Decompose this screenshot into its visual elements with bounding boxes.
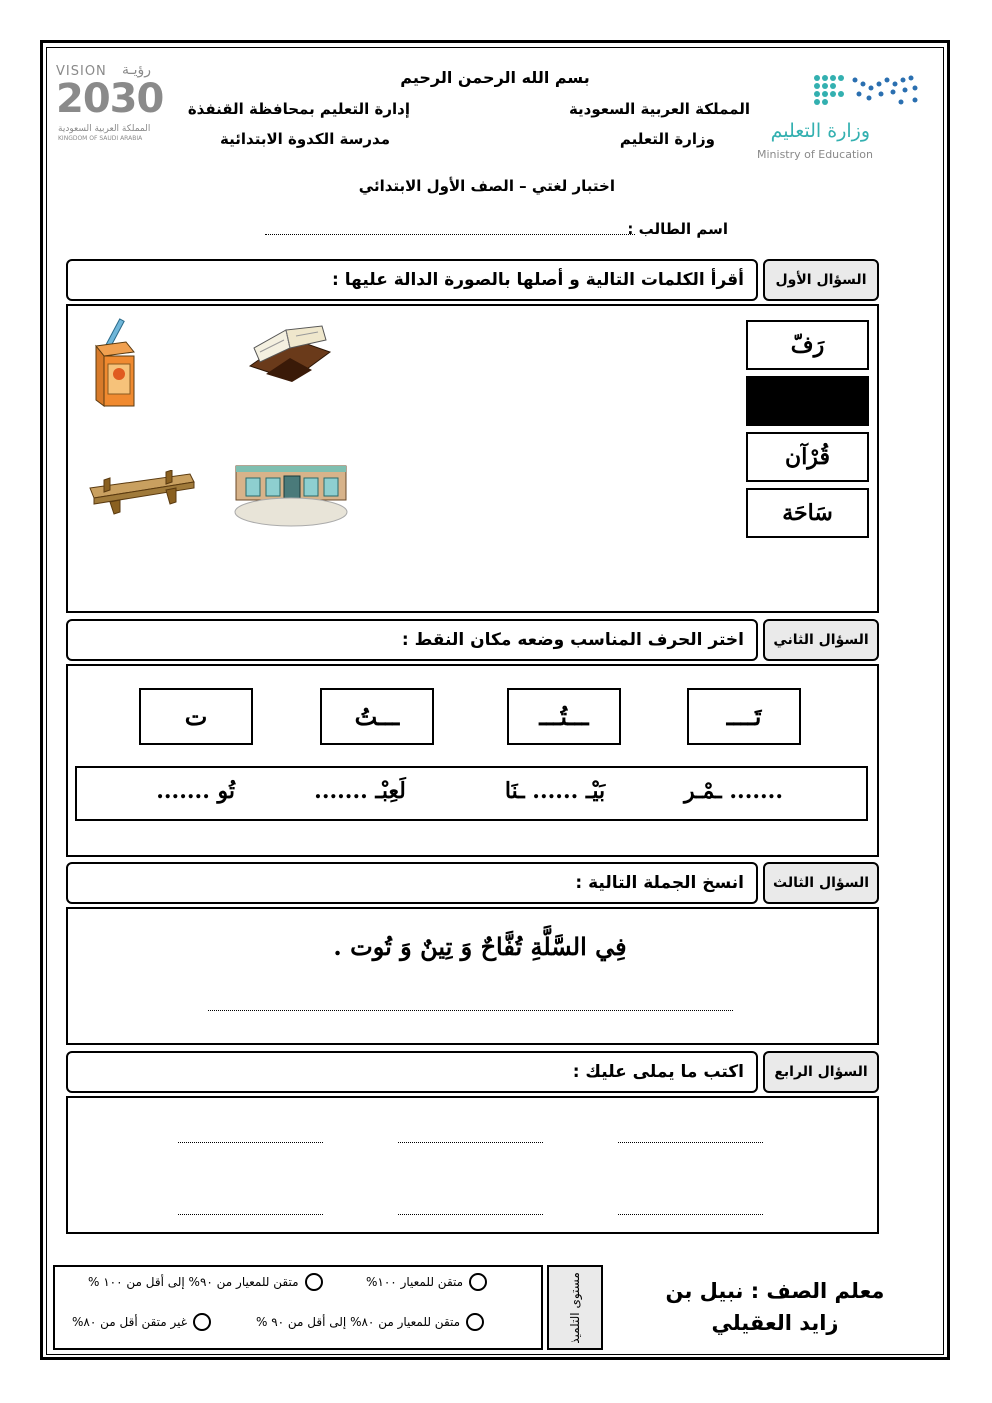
q4-instruction: اكتب ما يملى عليك : [66,1051,758,1093]
kingdom-name: المملكة العربية السعودية [568,100,750,118]
level-option-1-label: متقن للمعيار ١٠٠% [366,1275,464,1289]
q2-word-3: لَعِبْـ ....... [314,778,406,804]
vision-sub-en: KINGDOM OF SAUDI ARABIA [58,135,143,142]
vision-ar-text: رؤيـة [122,62,152,78]
quran-on-stand-image [246,318,332,384]
level-option-4-label: غير متقن أقل من ٨٠% [72,1315,188,1329]
q1-tab: السؤال الأول [763,259,879,301]
q1-word-raff: رَفّ [746,320,869,370]
q3-content-box [66,907,879,1045]
q4-dictation-line[interactable] [178,1214,323,1215]
level-option-2-label: متقن للمعيار من ٩٠% إلى أقل من ١٠٠ % [88,1275,299,1289]
q4-dictation-line[interactable] [178,1142,323,1143]
q2-tab: السؤال الثاني [763,619,879,661]
q4-dictation-line[interactable] [618,1142,763,1143]
q1-word-blacked [746,376,869,426]
ministry-name: وزارة التعليم [619,130,715,148]
school-yard-image [232,462,350,528]
level-label-box [547,1265,603,1350]
q1-word-saha: سَاحَة [746,488,869,538]
level-option-2[interactable] [88,1273,323,1291]
q4-dictation-line[interactable] [398,1142,543,1143]
moe-logo-ar: وزارة التعليم [770,120,870,142]
q4-dictation-line[interactable] [618,1214,763,1215]
juice-box-image [88,316,148,411]
vision-2030-logo [56,64,168,144]
q2-letter-option-2[interactable]: ـــتُـــ [507,688,621,745]
q2-word-2: بَيْـ ...... ـنَا [504,778,606,804]
teacher-name: معلم الصف : نبيل بن زايد العقيلي [665,1279,885,1335]
radio-circle-icon[interactable] [305,1273,323,1291]
school-name: مدرسة الكدوة الابتدائية [220,130,390,148]
q2-letter-option-1[interactable]: تَــــ [687,688,801,745]
q2-word-1: ....... ـمْـر [683,778,783,804]
vision-en-text: VISION [56,64,107,79]
q3-instruction: انسخ الجملة التالية : [66,862,758,904]
level-option-3-label: متقن للمعيار من ٨٠% إلى أقل من ٩٠ % [256,1315,461,1329]
moe-logo-en: Ministry of Education [757,148,874,161]
student-name-label: اسم الطالب : [627,220,728,238]
exam-title: اختبار لغتي – الصف الأول الابتدائي [358,177,615,195]
level-label: مستوى التلميذ [568,1271,583,1344]
wooden-shelf-image [86,470,196,516]
q2-instruction: اختر الحرف المناسب وضعه مكان النقط : [66,619,758,661]
vision-year: 2030 [56,76,164,122]
q3-tab: السؤال الثالث [763,862,879,904]
student-name-field[interactable] [265,234,635,235]
vision-sub-ar: المملكة العربية السعودية [58,124,151,134]
q1-word-quran: قُرْآن [746,432,869,482]
q3-copy-line[interactable] [208,1010,733,1011]
moe-logo [755,70,925,165]
radio-circle-icon[interactable] [466,1313,484,1331]
level-option-4[interactable] [72,1313,211,1331]
q4-dictation-line[interactable] [398,1214,543,1215]
q3-sentence: فِي السَّلَّةِ تُفَّاحٌ وَ تِينٌ وَ تُوت . [333,932,627,961]
level-option-1[interactable] [366,1273,487,1291]
q2-letter-option-3[interactable]: ـــتُ [320,688,434,745]
q4-tab: السؤال الرابع [763,1051,879,1093]
basmala: بسم الله الرحمن الرحيم [400,68,590,87]
directorate-name: إدارة التعليم بمحافظة القنفذة [187,100,410,118]
q2-word-4: تُو ....... [156,778,235,804]
q1-instruction: أقرأ الكلمات التالية و أصلها بالصورة الدالة عليها : [66,259,758,301]
moe-dots-icon [755,70,925,110]
q2-letter-option-4[interactable]: ت [139,688,253,745]
radio-circle-icon[interactable] [469,1273,487,1291]
level-option-3[interactable] [256,1313,484,1331]
radio-circle-icon[interactable] [193,1313,211,1331]
